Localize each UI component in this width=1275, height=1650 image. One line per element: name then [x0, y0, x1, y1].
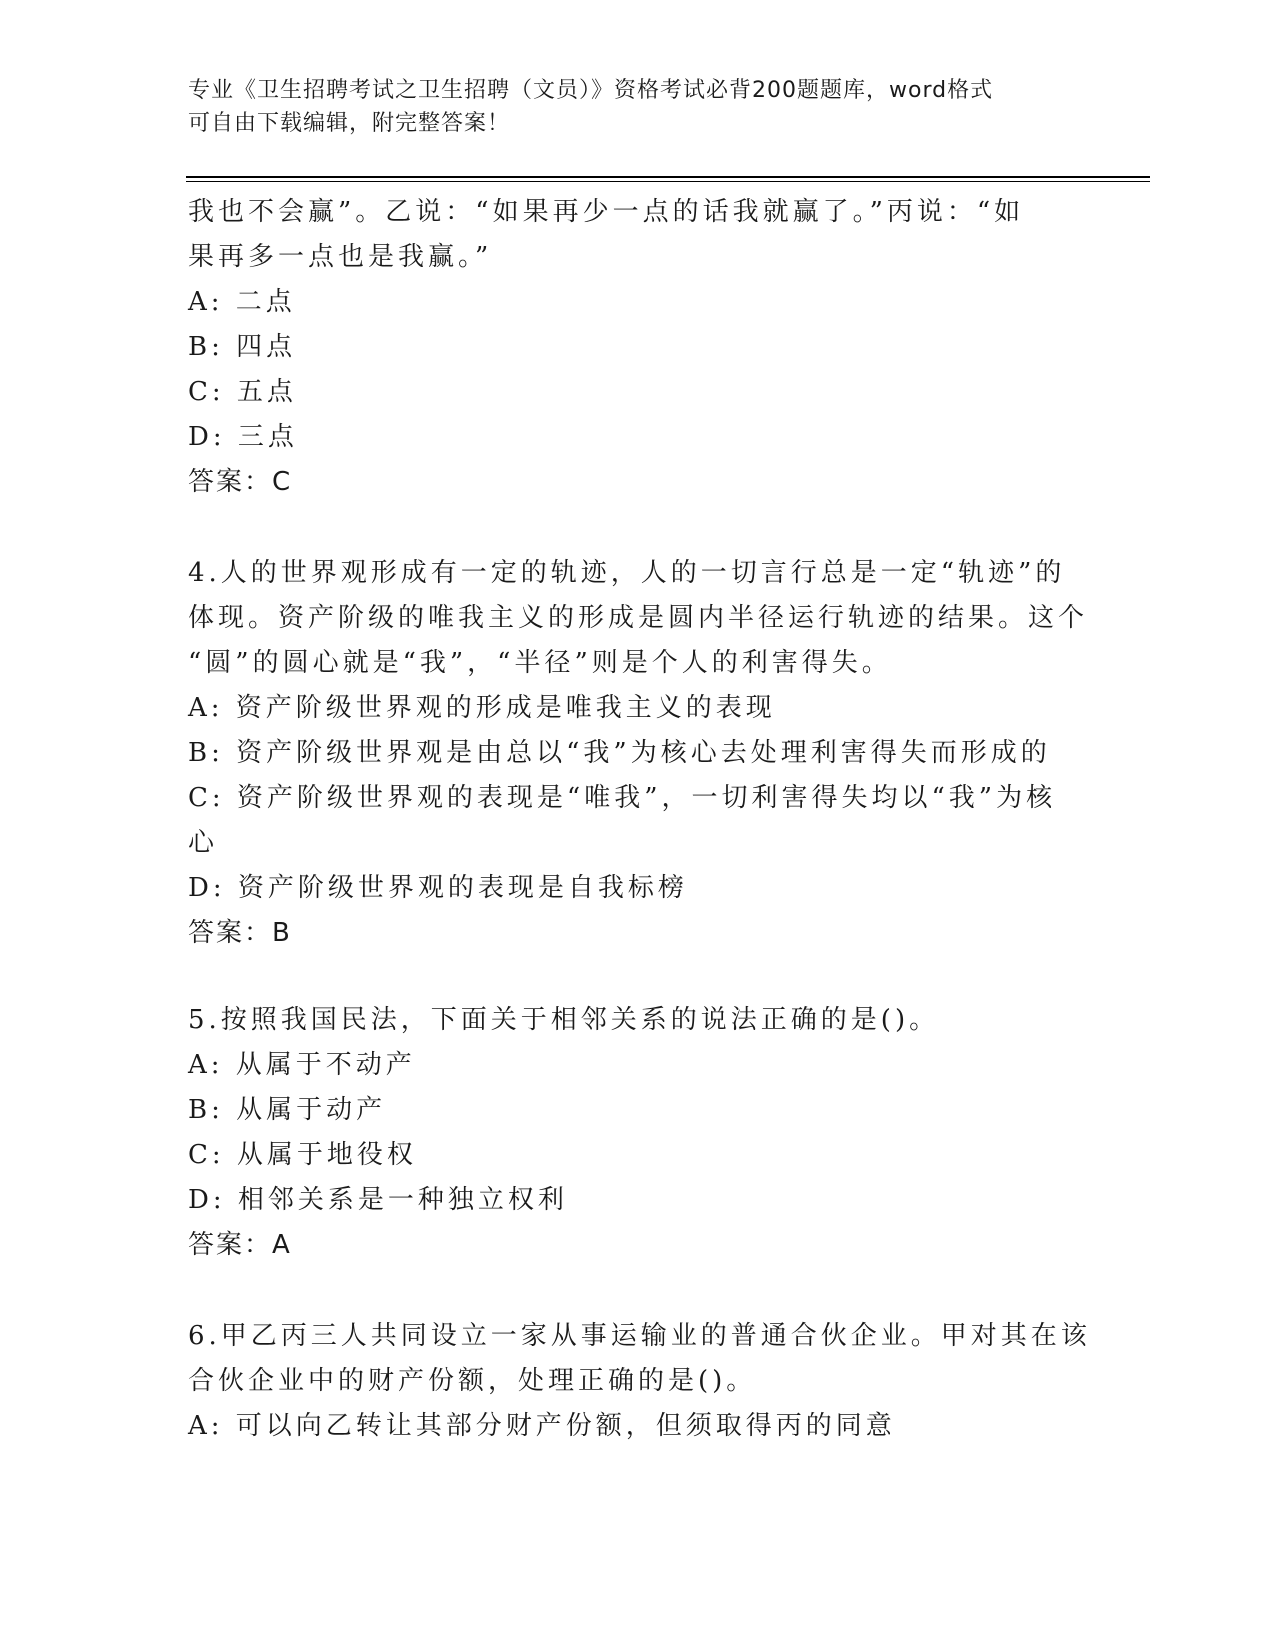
question-stem: 我也不会赢”。乙说：“如果再少一点的话我就赢了。”丙说：“如 [188, 197, 1025, 227]
option-c: C: 资产阶级世界观的表现是“唯我”，一切利害得失均以“我”为核 [188, 783, 1057, 813]
option-d: D: 资产阶级世界观的表现是自我标榜 [188, 873, 688, 903]
question-5 [188, 998, 1088, 1268]
header-line-1: 专业《卫生招聘考试之卫生招聘（文员）》资格考试必背200题题库，word格式 [188, 78, 994, 103]
answer: 答案：A [188, 1230, 292, 1260]
question-stem: 合伙企业中的财产份额，处理正确的是()。 [188, 1366, 757, 1396]
answer: 答案：C [188, 467, 293, 497]
option-c-continued: 心 [188, 828, 219, 858]
question-stem: 6.甲乙丙三人共同设立一家从事运输业的普通合伙企业。甲对其在该 [188, 1321, 1091, 1351]
question-stem: “圆”的圆心就是“我”，“半径”则是个人的利害得失。 [188, 648, 892, 678]
question-stem: 果再多一点也是我赢。” [188, 242, 493, 272]
document-body [188, 190, 1091, 1449]
question-4 [188, 551, 1088, 956]
header-divider [186, 176, 1150, 182]
option-c: C: 五点 [188, 377, 297, 407]
header-line-2: 可自由下载编辑，附完整答案！ [188, 111, 511, 136]
question-3 [188, 190, 1088, 505]
option-d: D: 三点 [188, 422, 298, 452]
option-a: A: 从属于不动产 [188, 1050, 416, 1080]
question-6 [188, 1314, 1091, 1449]
option-b: B: 从属于动产 [188, 1095, 387, 1125]
document-header [188, 74, 1068, 140]
option-a: A: 可以向乙转让其部分财产份额，但须取得丙的同意 [188, 1411, 896, 1441]
answer: 答案：B [188, 918, 292, 948]
question-stem: 4.人的世界观形成有一定的轨迹，人的一切言行总是一定“轨迹”的 [188, 558, 1066, 588]
question-stem: 体现。资产阶级的唯我主义的形成是圆内半径运行轨迹的结果。这个 [188, 603, 1089, 633]
option-c: C: 从属于地役权 [188, 1140, 417, 1170]
option-b: B: 四点 [188, 332, 297, 362]
option-b: B: 资产阶级世界观是由总以“我”为核心去处理利害得失而形成的 [188, 738, 1051, 768]
option-d: D: 相邻关系是一种独立权利 [188, 1185, 568, 1215]
option-a: A: 资产阶级世界观的形成是唯我主义的表现 [188, 693, 776, 723]
question-stem: 5.按照我国民法，下面关于相邻关系的说法正确的是()。 [188, 1005, 940, 1035]
option-a: A: 二点 [188, 287, 296, 317]
